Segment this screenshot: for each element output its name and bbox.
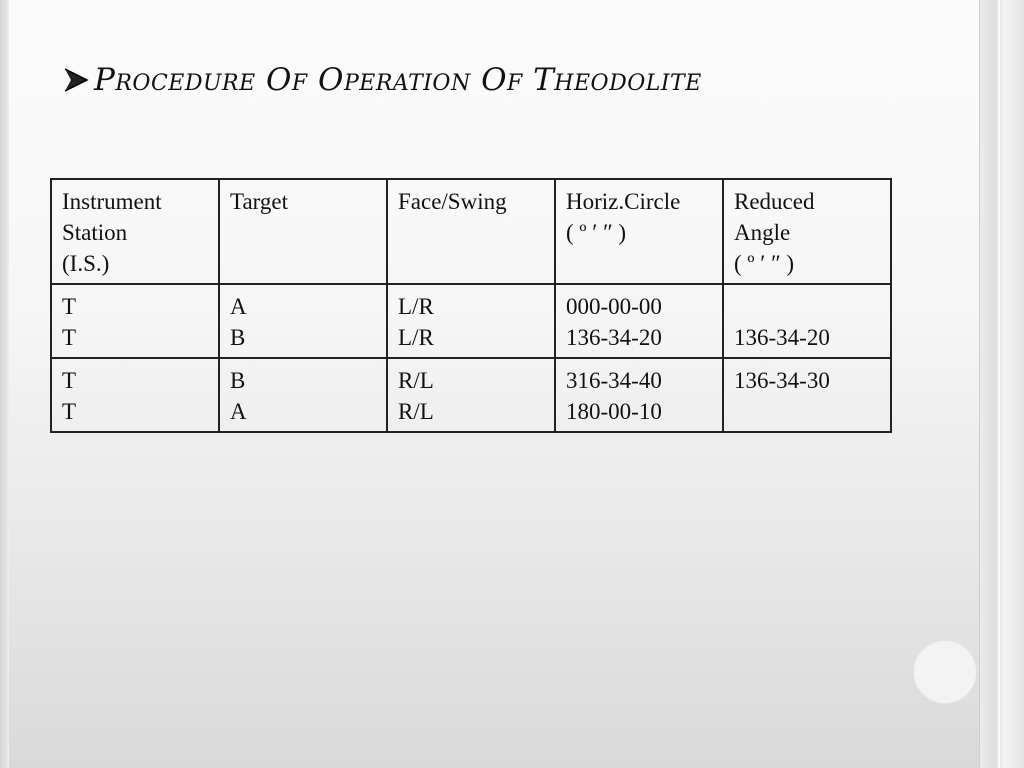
- cell-reduced-angle: 136-34-30: [723, 358, 891, 432]
- header-target: Target: [219, 179, 387, 284]
- header-face-swing: Face/Swing: [387, 179, 555, 284]
- cell-station: T T: [51, 284, 219, 358]
- cell-face: R/L R/L: [387, 358, 555, 432]
- header-horiz-circle: Horiz.Circle ( º ′ ″ ): [555, 179, 723, 284]
- circle-decoration: [913, 640, 977, 704]
- cell-horiz-circle: 000-00-00 136-34-20: [555, 284, 723, 358]
- arrowhead-bullet-icon: [62, 66, 90, 94]
- cell-target: B A: [219, 358, 387, 432]
- cell-face: L/R L/R: [387, 284, 555, 358]
- table-row: [51, 284, 891, 358]
- right-frame-decoration: [979, 0, 1024, 768]
- table-header-row: [51, 179, 891, 284]
- left-frame-decoration: [0, 0, 9, 768]
- table-row: [51, 358, 891, 432]
- header-instrument-station: Instrument Station (I.S.): [51, 179, 219, 284]
- title-row: [62, 62, 702, 98]
- cell-reduced-angle: 136-34-20: [723, 284, 891, 358]
- cell-station: T T: [51, 358, 219, 432]
- header-reduced-angle: Reduced Angle ( º ′ ″ ): [723, 179, 891, 284]
- cell-horiz-circle: 316-34-40 180-00-10: [555, 358, 723, 432]
- theodolite-table: [50, 178, 892, 433]
- page-title: Procedure Of Operation Of Theodolite: [94, 62, 702, 98]
- cell-target: A B: [219, 284, 387, 358]
